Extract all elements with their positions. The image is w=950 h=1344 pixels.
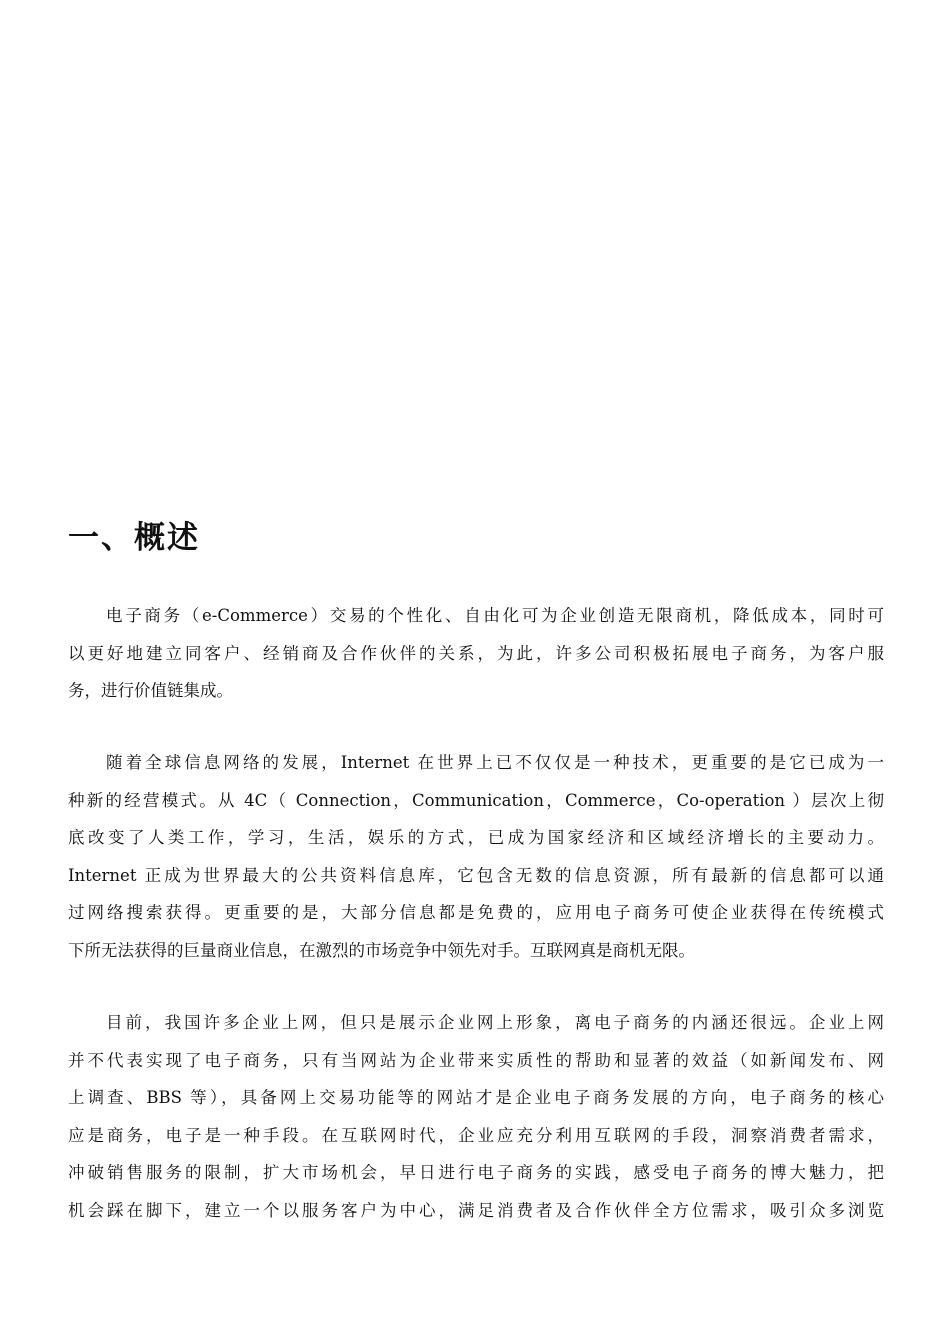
paragraph-line: 目前，我国许多企业上网，但只是展示企业网上形象，离电子商务的内涵还很远。企业上网: [106, 1013, 884, 1032]
paragraph-line: 冲破销售服务的限制，扩大市场机会，早日进行电子商务的实践，感受电子商务的博大魅力，把: [68, 1163, 884, 1182]
paragraph-line: Internet 正成为世界最大的公共资料信息库，它包含无数的信息资源，所有最新的信息都可以通: [68, 865, 884, 885]
paragraph-line: 务，进行价值链集成。: [68, 681, 233, 700]
paragraph-line: 过网络搜索获得。更重要的是，大部分信息都是免费的，应用电子商务可使企业获得在传统模式: [68, 903, 884, 922]
paragraph-line: 电子商务（e-Commerce）交易的个性化、自由化可为企业创造无限商机，降低成本，同时可: [106, 606, 884, 625]
paragraph-line: 上调查、BBS 等），具备网上交易功能等的网站才是企业电子商务发展的方向，电子商务的核心: [68, 1088, 884, 1107]
paragraph-line: 机会踩在脚下，建立一个以服务客户为中心，满足消费者及合作伙伴全方位需求，吸引众多浏览: [68, 1200, 884, 1220]
paragraph-3: [68, 1004, 884, 1229]
paragraph-line: 以更好地建立同客户、经销商及合作伙伴的关系，为此，许多公司积极拓展电子商务，为客户服: [68, 643, 884, 663]
section-heading: 一、概述: [68, 520, 200, 556]
paragraph-line: 下所无法获得的巨量商业信息，在激烈的市场竞争中领先对手。互联网真是商机无限。: [68, 940, 695, 960]
paragraph-2: [68, 744, 884, 969]
paragraph-line: 随着全球信息网络的发展，Internet 在世界上已不仅仅是一种技术，更重要的是它已成为一: [106, 753, 884, 772]
paragraph-1: [68, 597, 884, 710]
paragraph-line: 种新的经营模式。从 4C（ Connection，Communication，Commerce，Co-operation ）层次上彻: [68, 790, 884, 810]
paragraph-line: 底改变了人类工作，学习，生活，娱乐的方式，已成为国家经济和区域经济增长的主要动力。: [68, 828, 884, 847]
paragraph-line: 应是商务，电子是一种手段。在互联网时代，企业应充分利用互联网的手段，洞察消费者需求，: [68, 1125, 884, 1145]
paragraph-line: 并不代表实现了电子商务，只有当网站为企业带来实质性的帮助和显著的效益（如新闻发布、网: [68, 1050, 884, 1070]
